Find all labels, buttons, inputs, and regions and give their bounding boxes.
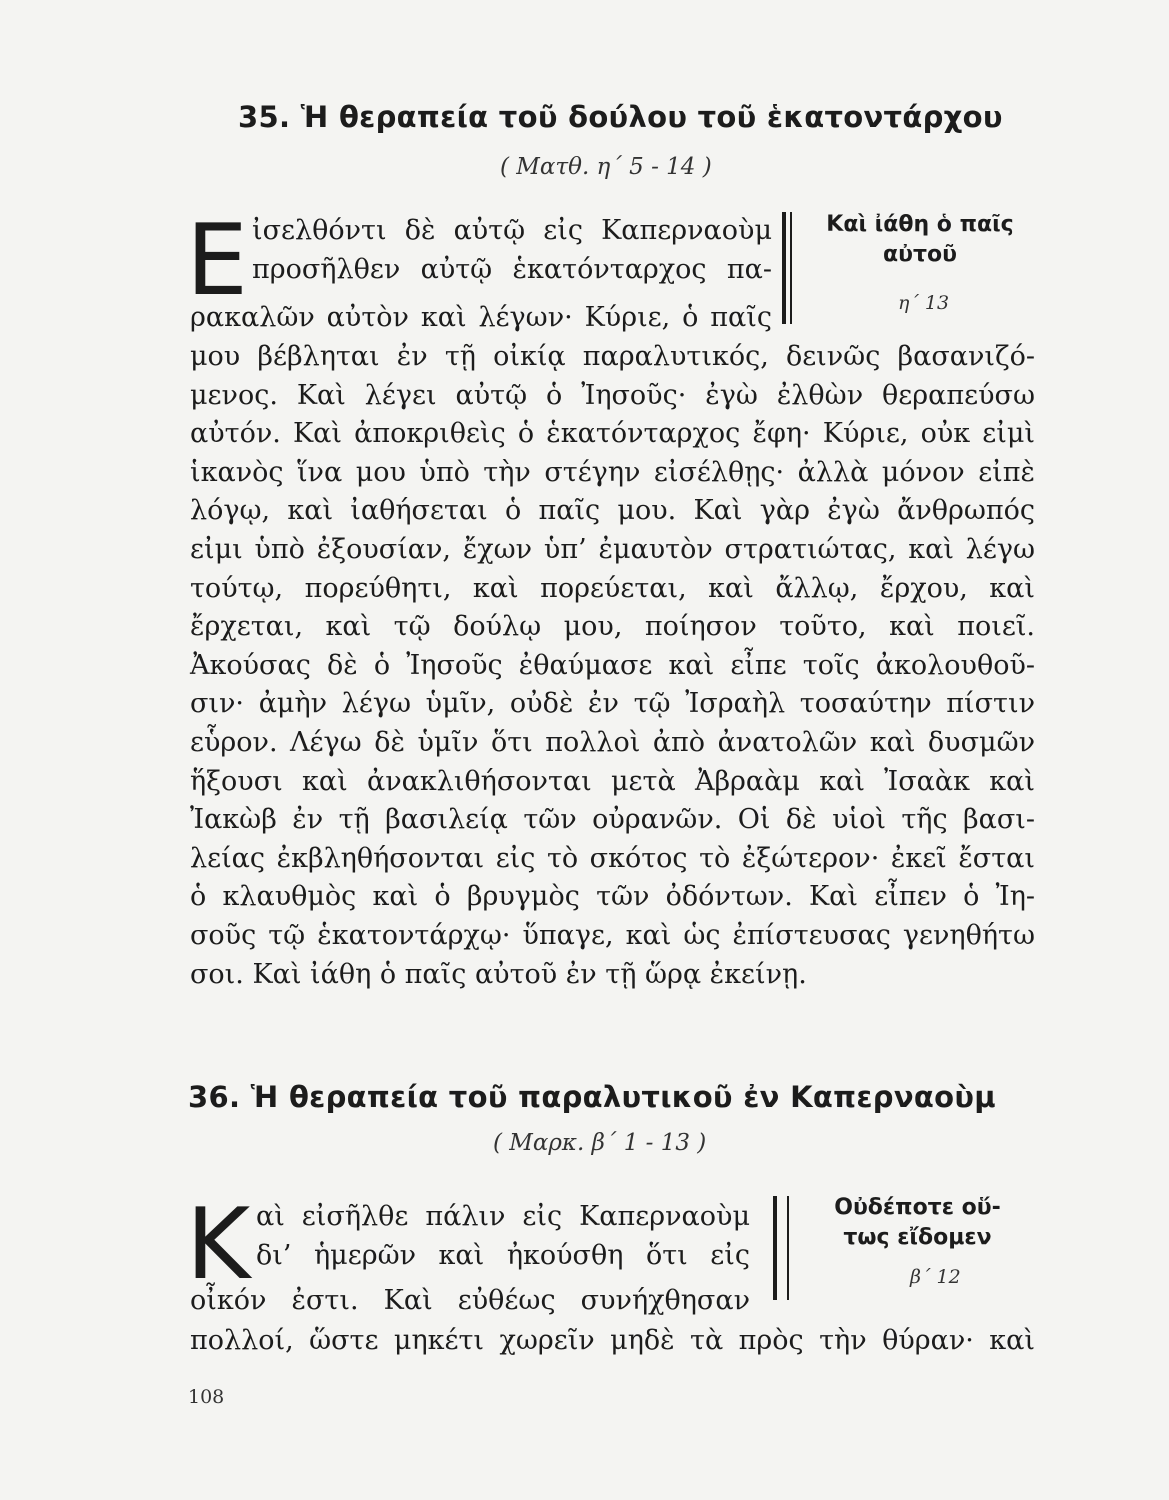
section-35-dropcap: Ε	[186, 204, 248, 318]
side-note-title: Οὐδέποτε οὕ- τως εἴδομεν	[834, 1195, 1001, 1250]
side-note-reference: η΄ 13	[898, 292, 950, 314]
section-35-text	[190, 338, 1035, 994]
text-line: μου βέβληται ἐν τῇ οἰκίᾳ παραλυτικός, δεινῶς βασανιζό-	[190, 341, 1035, 372]
text-line: ὁ κλαυθμὸς καὶ ὁ βρυγμὸς τῶν ὀδόντων. Καὶ εἶπεν ὁ Ἰη-	[190, 881, 1035, 913]
text-line: σοῦς τῷ ἑκατοντάρχῳ· ὕπαγε, καὶ ὡς ἐπίστευσας γενηθήτω	[190, 919, 1035, 951]
text-line: μενος. Καὶ λέγει αὐτῷ ὁ Ἰησοῦς· ἐγὼ ἐλθὼν θεραπεύσω	[190, 379, 1035, 411]
section-36-opening-full	[190, 1282, 750, 1321]
side-note-reference: β΄ 12	[910, 1266, 961, 1288]
side-note-rule-thick	[773, 1196, 777, 1300]
side-note-rule-thin	[790, 212, 792, 324]
text-line: ἔρχεται, καὶ τῷ δούλῳ μου, ποίησον τοῦτο, καὶ ποιεῖ.	[190, 611, 1035, 643]
section-36-text	[190, 1322, 1035, 1361]
opening-line: προσῆλθεν αὐτῷ ἑκατόνταρχος πα-	[252, 253, 772, 285]
section-35-opening-full	[190, 299, 772, 338]
section-35-heading: 35. Ἡ θεραπεία τοῦ δούλου τοῦ ἑκατοντάρχου	[238, 100, 1003, 134]
section-36-dropcap: Κ	[186, 1188, 251, 1302]
section-35-reference: ( Ματθ. η΄ 5 - 14 )	[500, 154, 712, 180]
opening-line: αὶ εἰσῆλθε πάλιν εἰς Καπερναοὺμ	[256, 1201, 750, 1232]
text-line: ἱκανὸς ἵνα μου ὑπὸ τὴν στέγην εἰσέλθῃς· ἀλλὰ μόνον εἰπὲ	[190, 456, 1035, 488]
text-line: σιν· ἀμὴν λέγω ὑμῖν, οὐδὲ ἐν τῷ Ἰσραὴλ τοσαύτην πίστιν	[190, 688, 1035, 720]
text-line: εὗρον. Λέγω δὲ ὑμῖν ὅτι πολλοὶ ἀπὸ ἀνατολῶν καὶ δυσμῶν	[190, 726, 1035, 758]
opening-line: δι’ ἡμερῶν καὶ ἠκούσθη ὅτι εἰς	[256, 1239, 750, 1271]
text-line: πολλοί, ὥστε μηκέτι χωρεῖν μηδὲ τὰ πρὸς τὴν θύραν· καὶ	[190, 1325, 1035, 1356]
opening-line: οἶκόν ἐστι. Καὶ εὐθέως συνήχθησαν	[190, 1285, 750, 1316]
side-note-title: Καὶ ἰάθη ὁ παῖς αὐτοῦ	[826, 212, 1014, 267]
side-note-rule-thick	[782, 212, 786, 324]
opening-line: ρακαλῶν αὐτὸν καὶ λέγων· Κύριε, ὁ παῖς	[190, 302, 772, 333]
text-line: λόγῳ, καὶ ἰαθήσεται ὁ παῖς μου. Καὶ γὰρ ἐγὼ ἄνθρωπός	[190, 495, 1035, 527]
text-line: ἥξουσι καὶ ἀνακλιθήσονται μετὰ Ἀβραὰμ καὶ Ἰσαὰκ καὶ	[190, 765, 1035, 797]
text-line: Ἀκούσας δὲ ὁ Ἰησοῦς ἐθαύμασε καὶ εἶπε τοῖς ἀκολουθοῦ-	[190, 649, 1035, 681]
text-line: τούτῳ, πορεύθητι, καὶ πορεύεται, καὶ ἄλλῳ, ἔρχου, καὶ	[190, 572, 1035, 604]
opening-line: ἰσελθόντι δὲ αὐτῷ εἰς Καπερναοὺμ	[252, 215, 772, 246]
section-36-opening	[256, 1198, 750, 1275]
text-line: σοι. Καὶ ἰάθη ὁ παῖς αὐτοῦ ἐν τῇ ὥρᾳ ἐκείνῃ.	[190, 958, 807, 990]
section-35-opening	[252, 212, 772, 289]
section-36-reference: ( Μαρκ. β΄ 1 - 13 )	[493, 1130, 707, 1156]
text-line: λείας ἐκβληθήσονται εἰς τὸ σκότος τὸ ἐξώτερον· ἐκεῖ ἔσται	[190, 842, 1035, 874]
side-note-rule-thin	[787, 1196, 789, 1300]
text-line: εἰμι ὑπὸ ἐξουσίαν, ἔχων ὑπ’ ἐμαυτὸν στρατιώτας, καὶ λέγω	[190, 533, 1035, 565]
text-line: Ἰακὼβ ἐν τῇ βασιλείᾳ τῶν οὐρανῶν. Οἱ δὲ υἱοὶ τῆς βασι-	[190, 804, 1035, 836]
text-line: αὐτόν. Καὶ ἀποκριθεὶς ὁ ἑκατόνταρχος ἔφη· Κύριε, οὐκ εἰμὶ	[190, 418, 1035, 450]
page-number: 108	[188, 1386, 225, 1408]
section-36-heading: 36. Ἡ θεραπεία τοῦ παραλυτικοῦ ἐν Καπερναοὺμ	[188, 1080, 996, 1114]
